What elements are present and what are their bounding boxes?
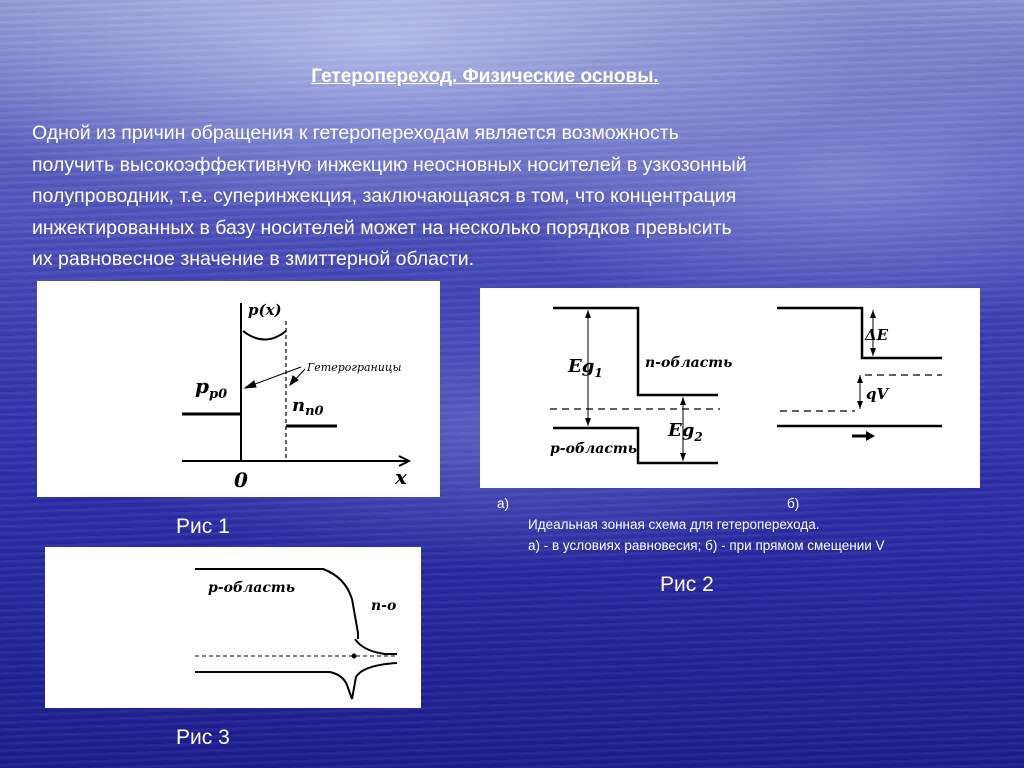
figure-1-label: Рис 1 bbox=[176, 515, 230, 538]
junction-point bbox=[352, 654, 357, 659]
n-region-label: n-область bbox=[645, 355, 733, 371]
conduction-band-a bbox=[553, 308, 718, 395]
figure-3-label: Рис 3 bbox=[176, 726, 230, 749]
conduction-band-n bbox=[355, 639, 397, 654]
body-paragraph: Одной из причин обращения к гетеропереходам является возможность получить высокоэффективную инжекцию неосновных носителей в узкозонный полупроводник, т.е. суперинжекция, заключающаяся в том, что концентрация инжектированных в базу носителей может на несколько порядков превысить их равновесное значение в змиттерной области. bbox=[32, 122, 747, 270]
figure-3-panel bbox=[45, 547, 421, 708]
figure-1-panel bbox=[37, 281, 440, 497]
pp0-label: $p_{p0}$ bbox=[195, 374, 228, 402]
x-axis-label: x bbox=[395, 465, 407, 489]
figure-1-diagram bbox=[37, 281, 440, 497]
eg2-label: $Eg_2$ bbox=[668, 420, 703, 444]
origin-label: 0 bbox=[234, 468, 248, 492]
fig2-part-b-label: б) bbox=[787, 496, 800, 511]
figure-3-diagram bbox=[45, 547, 421, 708]
eg1-label: $Eg_1$ bbox=[568, 356, 603, 380]
n-region-label: n-o bbox=[371, 598, 397, 614]
conduction-band-b bbox=[777, 308, 942, 358]
valence-band-n bbox=[352, 663, 397, 699]
fig2-caption-line2: а) - в условиях равновесия; б) - при прямом смещении V bbox=[528, 538, 885, 553]
figure-2-diagram bbox=[480, 288, 980, 488]
p-x-label: p(x) bbox=[248, 301, 282, 319]
figure-2-panel bbox=[480, 288, 980, 488]
p-region-label: p-область bbox=[550, 441, 637, 457]
valence-band-p bbox=[195, 672, 352, 699]
fig2-part-a-label: а) bbox=[497, 496, 510, 511]
fig2-caption-line1: Идеальная зонная схема для гетероперехода. bbox=[528, 517, 820, 532]
nn0-label: $n_{n0}$ bbox=[292, 395, 324, 419]
qv-label: qV bbox=[866, 385, 889, 403]
figure-2-label: Рис 2 bbox=[660, 573, 714, 596]
heteroboundary-label: Гетерограницы bbox=[307, 361, 402, 374]
delta-e-label: ΔE bbox=[865, 326, 889, 344]
slide-title: Гетеропереход. Физические основы. bbox=[311, 66, 659, 87]
p-region-label: p-область bbox=[208, 580, 295, 596]
px-curve bbox=[243, 331, 286, 340]
